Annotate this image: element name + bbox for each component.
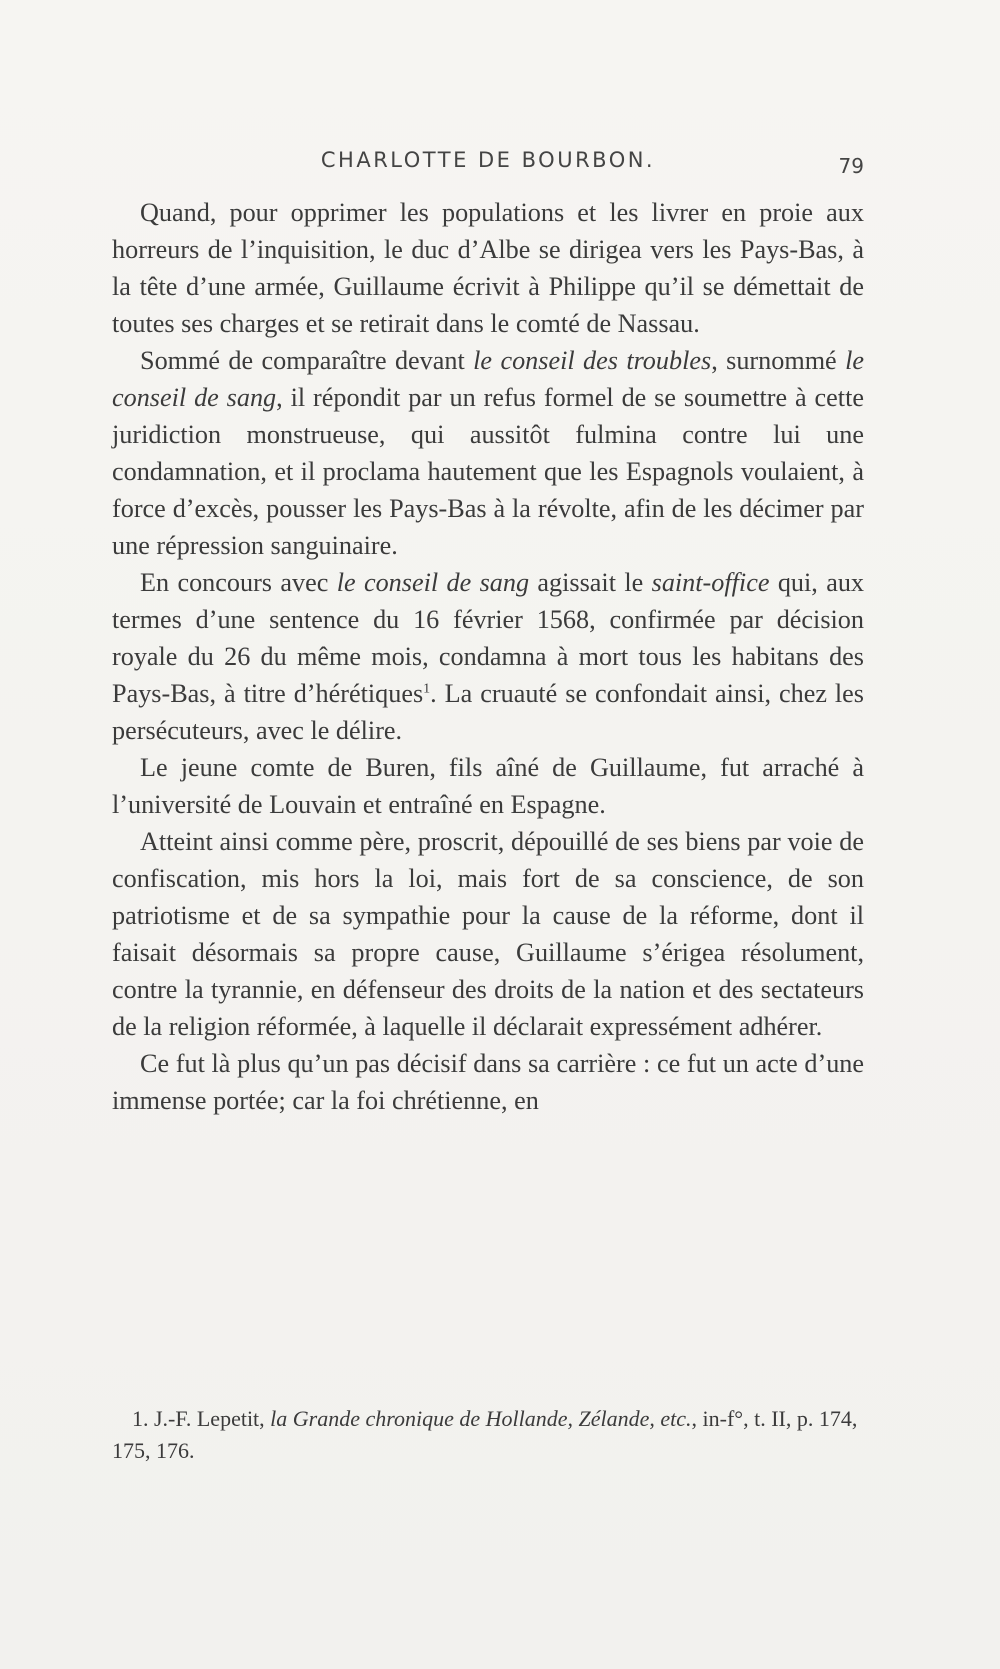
paragraph-6: Ce fut là plus qu’un pas décisif dans sa carrière : ce fut un acte d’une immense portée; car la foi chrétienne, en <box>112 1049 864 1115</box>
paragraph-5: Atteint ainsi comme père, proscrit, dépouillé de ses biens par voie de confiscation, mis hors la loi, mais fort de sa conscience, de son patriotisme et de sa sympathie pour la cause de la réforme, dont il faisait désormais sa propre cause, Guillaume s’érigea résolument, contre la tyrannie, en défenseur des droits de la nation et des sectateurs de la religion réformée, à laquelle il déclarait expressément adhérer. <box>112 827 864 1041</box>
running-head: CHARLOTTE DE BOURBON. <box>320 148 656 172</box>
footnote <box>112 1403 864 1467</box>
italic-phrase: le conseil des troubles <box>473 346 712 375</box>
italic-phrase: saint-office <box>651 568 770 597</box>
paragraph-2: Sommé de comparaître devant le conseil des troubles, surnommé le conseil de sang, il répondit par un refus formel de se soumettre à cette juridiction monstrueuse, qui aussitôt fulmina contre lui une condamnation, et il proclama hautement que les Espagnols voulaient, à force d’excès, pousser les Pays-Bas à la révolte, afin de les décimer par une répression sanguinaire. <box>112 346 864 560</box>
footnote-title: la Grande chronique de Hollande, Zélande, etc. <box>270 1406 692 1431</box>
page-header <box>112 140 864 180</box>
italic-phrase: le conseil de sang <box>336 568 530 597</box>
italic-phrase: le conseil de sang <box>112 346 864 412</box>
footnote-text: 1. J.-F. Lepetit, la Grande chronique de Hollande, Zélande, etc., in-f°, t. II, p. 174, 175, 176. <box>112 1406 858 1463</box>
page-number: 79 <box>838 154 864 178</box>
body-text <box>112 194 864 1119</box>
paragraph-3: En concours avec le conseil de sang agissait le saint-office qui, aux termes d’une sentence du 16 février 1568, confirmée par décision royale du 26 du même mois, condamna à mort tous les habitans des Pays-Bas, à titre d’hérétiques$^1$. La cruauté se confondait ainsi, chez les persécuteurs, avec le délire. <box>112 568 865 745</box>
paragraph-4: Le jeune comte de Buren, fils aîné de Guillaume, fut arraché à l’université de Louvain et entraîné en Espagne. <box>112 753 864 819</box>
footnote-marker: 1 <box>423 681 431 697</box>
paragraph-1: Quand, pour opprimer les populations et les livrer en proie aux horreurs de l’inquisition, le duc d’Albe se dirigea vers les Pays-Bas, à la tête d’une armée, Guillaume écrivit à Philippe qu’il se démettait de toutes ses charges et se retirait dans le comté de Nassau. <box>112 198 864 338</box>
